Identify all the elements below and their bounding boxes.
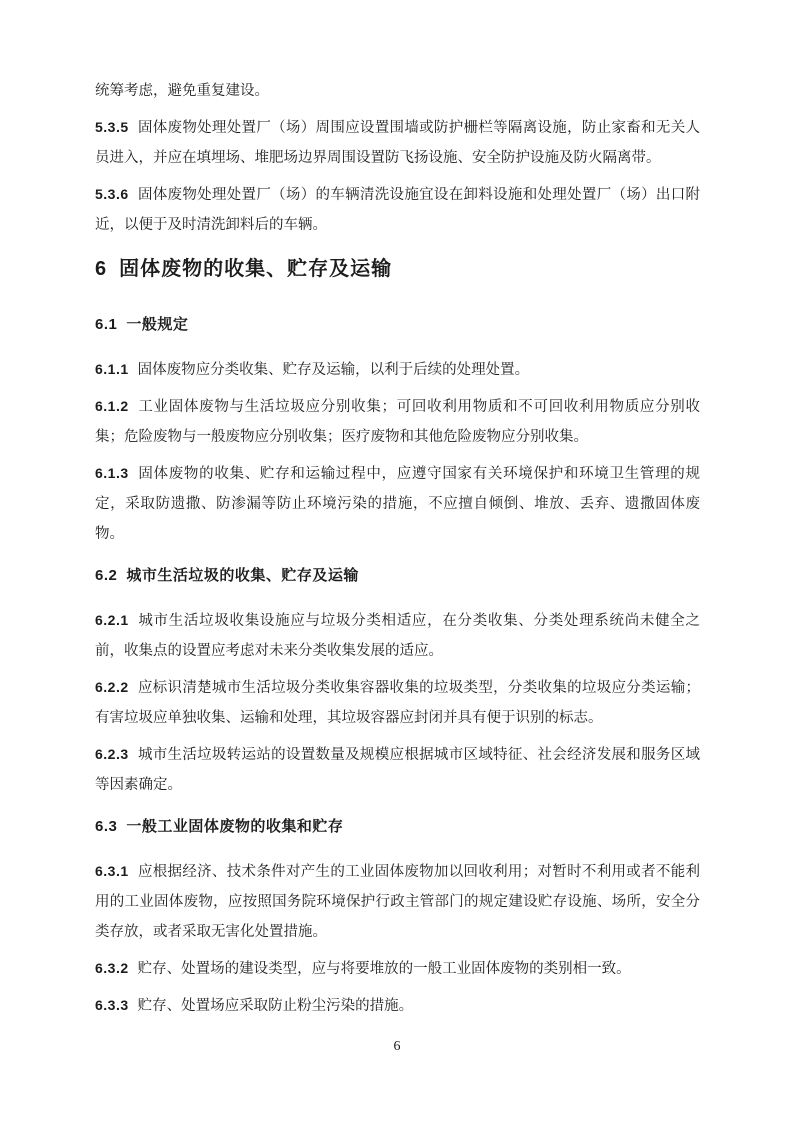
clause-text: 贮存、处置场的建设类型，应与将要堆放的一般工业固体废物的类别相一致。 [137,961,631,977]
clause-number: 6.1.1 [95,361,129,377]
chapter-heading [95,254,700,284]
section-6-1 [95,310,700,549]
clause-6-2-1 [95,605,700,666]
clause-number: 6.2.2 [95,679,129,695]
clause-text: 城市生活垃圾收集设施应与垃圾分类相适应，在分类收集、分类处理系统尚未健全之前，收集点的设置应考虑对未来分类收集发展的适应。 [95,613,700,659]
clause-text: 固体废物处理处置厂（场）的车辆清洗设施宜设在卸料设施和处理处置厂（场）出口附近，以便于及时清洗卸料后的车辆。 [95,187,700,233]
clause-text: 工业固体废物与生活垃圾应分别收集；可回收利用物质和不可回收利用物质应分别收集；危险废物与一般废物应分别收集；医疗废物和其他危险废物应分别收集。 [95,399,700,445]
clause-6-2-2 [95,672,700,733]
clause-6-1-2 [95,391,700,452]
clause-number: 6.3.1 [95,863,129,879]
clause-text: 固体废物的收集、贮存和运输过程中，应遵守国家有关环境保护和环境卫生管理的规定，采取防遗撒、防渗漏等防止环境污染的措施，不应擅自倾倒、堆放、丢弃、遗撒固体废物。 [95,466,700,542]
section-6-2 [95,561,700,800]
clause-6-3-1 [95,856,700,947]
clause-number: 5.3.6 [95,186,129,202]
clause-5-3-5 [95,112,700,173]
clause-number: 6.3.3 [95,997,129,1013]
carryover-paragraph [95,76,700,106]
clause-text: 应根据经济、技术条件对产生的工业固体废物加以回收利用；对暂时不利用或者不能利用的工业固体废物，应按照国务院环境保护行政主管部门的规定建设贮存设施、场所，安全分类存放，或者采取无害化处置措施。 [95,864,700,940]
chapter-number: 6 [95,258,108,280]
clause-text: 城市生活垃圾转运站的设置数量及规模应根据城市区域特征、社会经济发展和服务区域等因素确定。 [95,747,700,793]
section-heading-6-1 [95,310,700,340]
clause-6-3-3 [95,990,700,1021]
section-title: 城市生活垃圾的收集、贮存及运输 [126,567,359,584]
section-heading-6-2 [95,561,700,591]
section-number: 6.2 [95,567,118,584]
chapter-title: 固体废物的收集、贮存及运输 [119,258,393,280]
clause-6-1-1 [95,354,700,385]
clause-number: 6.1.3 [95,465,129,481]
section-number: 6.1 [95,316,118,333]
clause-6-3-2 [95,953,700,984]
section-6-3 [95,812,700,1021]
clause-number: 6.2.3 [95,746,129,762]
clause-text: 固体废物应分类收集、贮存及运输，以利于后续的处理处置。 [137,362,530,378]
paragraph-text: 统筹考虑，避免重复建设。 [95,83,269,99]
section-title: 一般规定 [126,316,189,333]
section-title: 一般工业固体废物的收集和贮存 [126,818,344,835]
clause-number: 5.3.5 [95,119,129,135]
clause-number: 6.3.2 [95,960,129,976]
page-number: 6 [393,1039,401,1054]
clause-text: 贮存、处置场应采取防止粉尘污染的措施。 [137,998,414,1014]
clause-number: 6.2.1 [95,612,129,628]
clause-5-3-6 [95,179,700,240]
section-number: 6.3 [95,818,118,835]
clause-text: 固体废物处理处置厂（场）周围应设置围墙或防护栅栏等隔离设施，防止家畜和无关人员进入，并应在填埋场、堆肥场边界周围设置防飞扬设施、安全防护设施及防火隔离带。 [95,120,700,166]
clause-number: 6.1.2 [95,398,129,414]
page-footer [0,1038,794,1056]
clause-6-2-3 [95,739,700,800]
clause-6-1-3 [95,458,700,549]
clause-text: 应标识清楚城市生活垃圾分类收集容器收集的垃圾类型，分类收集的垃圾应分类运输；有害垃圾应单独收集、运输和处理，其垃圾容器应封闭并具有便于识别的标志。 [95,680,700,726]
section-heading-6-3 [95,812,700,842]
